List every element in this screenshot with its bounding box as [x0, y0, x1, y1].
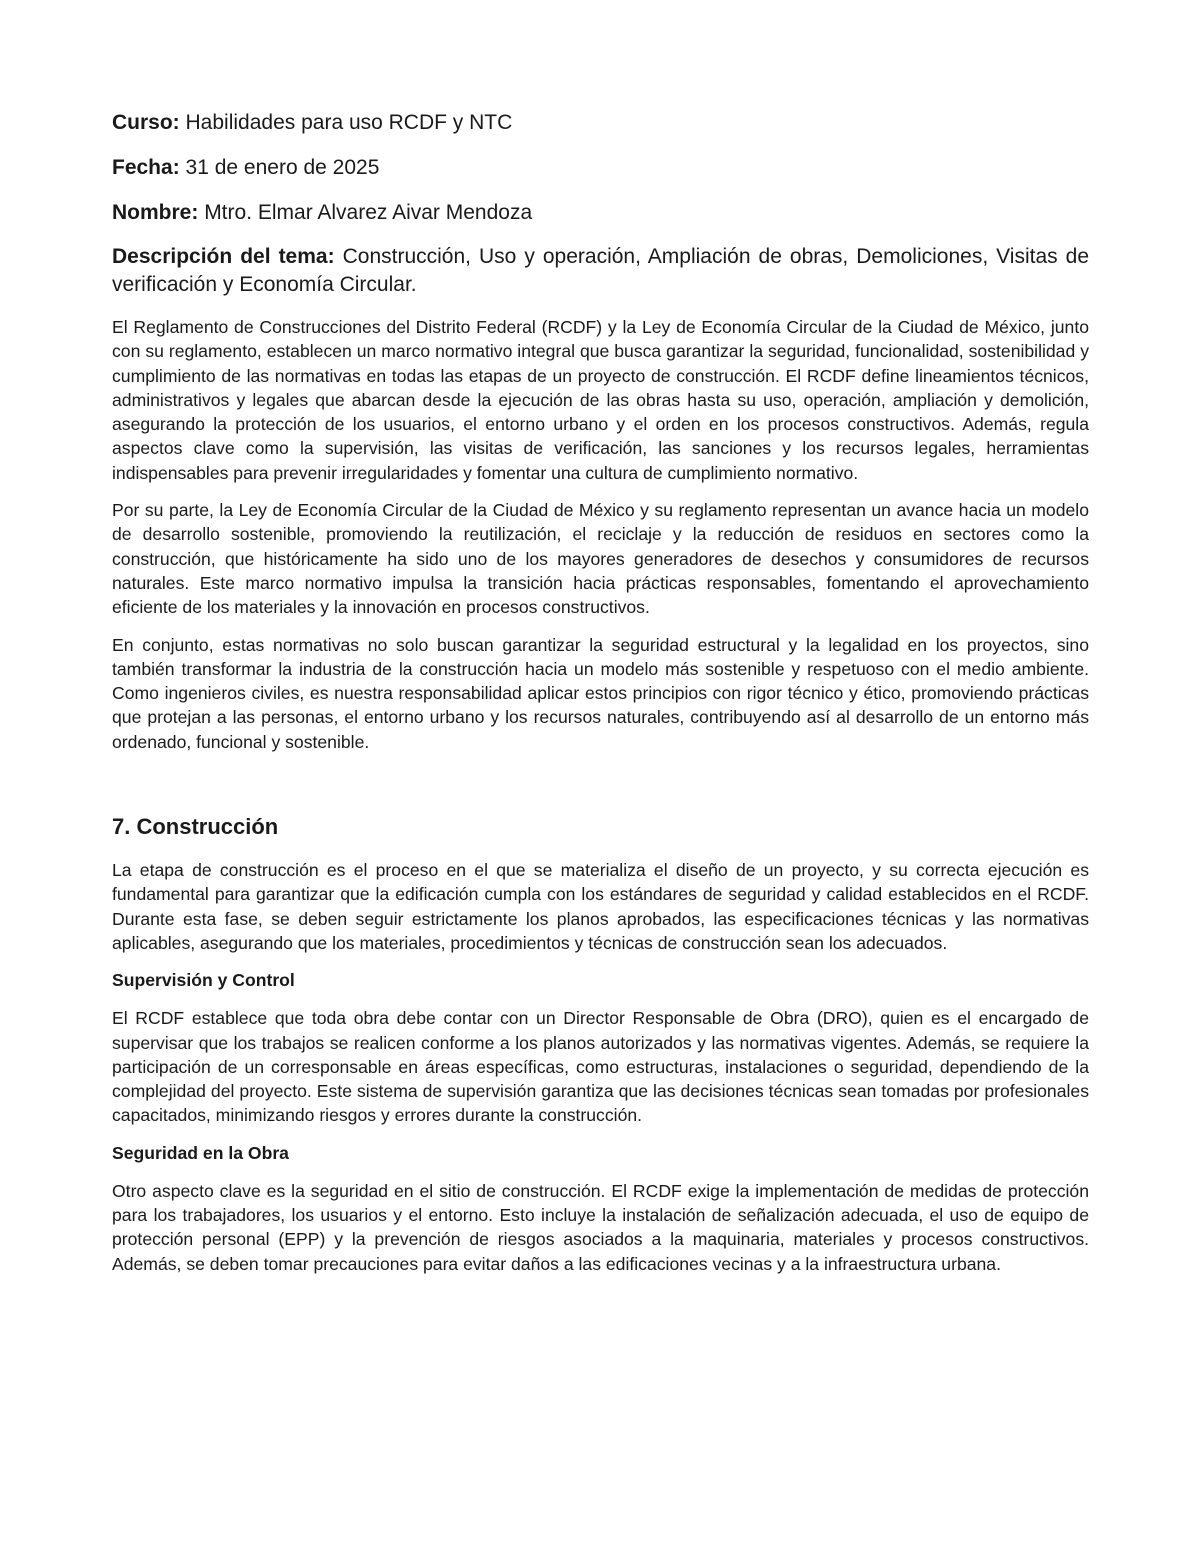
descripcion-label: Descripción del tema: — [112, 245, 335, 268]
intro-paragraph-1: El Reglamento de Construcciones del Distrito Federal (RCDF) y la Ley de Economía Circular de la Ciudad de México, junto con su reglamento, establecen un marco normativo integral que busca garantizar la seguridad, funcionalidad, sostenibilidad y cumplimiento de las normativas en todas las etapas de un proyecto de construcción. El RCDF define lineamientos técnicos, administrativos y legales que abarcan desde la ejecución de las obras hasta su uso, operación, ampliación y demolición, asegurando la protección de los usuarios, el entorno urbano y el orden en los procesos constructivos. Además, regula aspectos clave como la supervisión, las visitas de verificación, las sanciones y los recursos legales, herramientas indispensables para prevenir irregularidades y fomentar una cultura de cumplimiento normativo. — [112, 317, 1089, 483]
intro-paragraph-3: En conjunto, estas normativas no solo buscan garantizar la seguridad estructural y la legalidad en los proyectos, sino también transformar la industria de la construcción hacia un modelo más sostenible y respetuoso con el medio ambiente. Como ingenieros civiles, es nuestra responsabilidad aplicar estos principios con rigor técnico y ético, promoviendo prácticas que protejan a las personas, el entorno urbano y los recursos naturales, contribuyendo así al desarrollo de un entorno más ordenado, funcional y sostenible. — [112, 634, 1089, 752]
section-heading: 7. Construcción — [112, 814, 279, 840]
subsection-paragraph-supervision: El RCDF establece que toda obra debe contar con un Director Responsable de Obra (DRO), quien es el encargado de supervisar que los trabajos se realicen conforme a los planos autorizados y las normativas vigentes. Además, se requiere la participación de un corresponsable en áreas específicas, como estructuras, instalaciones o seguridad, dependiendo de la complejidad del proyecto. Este sistema de supervisión garantiza que las decisiones técnicas sean tomadas por profesionales capacitados, minimizando riesgos y errores durante la construcción. — [112, 1008, 1089, 1126]
curso-value: Habilidades para uso RCDF y NTC — [185, 111, 513, 134]
document-page — [112, 108, 1089, 1289]
subsection-heading-supervision: Supervisión y Control — [112, 970, 295, 991]
curso-label: Curso: — [112, 111, 180, 134]
fecha-label: Fecha: — [112, 156, 180, 179]
curso-line — [112, 108, 1089, 138]
fecha-value: 31 de enero de 2025 — [185, 156, 380, 179]
nombre-line — [112, 198, 1089, 228]
descripcion-value: Construcción, Uso y operación, Ampliación de obras, Demoliciones, Visitas de verificación y Economía Circular. — [112, 245, 1089, 296]
nombre-value: Mtro. Elmar Alvarez Aivar Mendoza — [204, 201, 533, 224]
descripcion-line — [112, 243, 1089, 299]
subsection-paragraph-seguridad: Otro aspecto clave es la seguridad en el sitio de construcción. El RCDF exige la implementación de medidas de protección para los trabajadores, los usuarios y el entorno. Esto incluye la instalación de señalización adecuada, el uso de equipo de protección personal (EPP) y la prevención de riesgos asociados a la maquinaria, materiales y procesos constructivos. Además, se deben tomar precauciones para evitar daños a las edificaciones vecinas y a la infraestructura urbana. — [112, 1180, 1089, 1274]
intro-paragraph-2: Por su parte, la Ley de Economía Circular de la Ciudad de México y su reglamento representan un avance hacia un modelo de desarrollo sostenible, promoviendo la reutilización, el reciclaje y la reducción de residuos en sectores como la construcción, que históricamente ha sido uno de los mayores generadores de desechos y consumidores de recursos naturales. Este marco normativo impulsa la transición hacia prácticas responsables, fomentando el aprovechamiento eficiente de los materiales y la innovación en procesos constructivos. — [112, 500, 1089, 618]
fecha-line — [112, 153, 1089, 183]
nombre-label: Nombre: — [112, 201, 199, 224]
section-intro-paragraph: La etapa de construcción es el proceso en el que se materializa el diseño de un proyecto, y su correcta ejecución es fundamental para garantizar que la edificación cumpla con los estándares de seguridad y calidad establecidos en el RCDF. Durante esta fase, se deben seguir estrictamente los planos aprobados, las especificaciones técnicas y las normativas aplicables, asegurando que los materiales, procedimientos y técnicas de construcción sean los adecuados. — [112, 860, 1089, 953]
subsection-heading-seguridad: Seguridad en la Obra — [112, 1142, 289, 1163]
